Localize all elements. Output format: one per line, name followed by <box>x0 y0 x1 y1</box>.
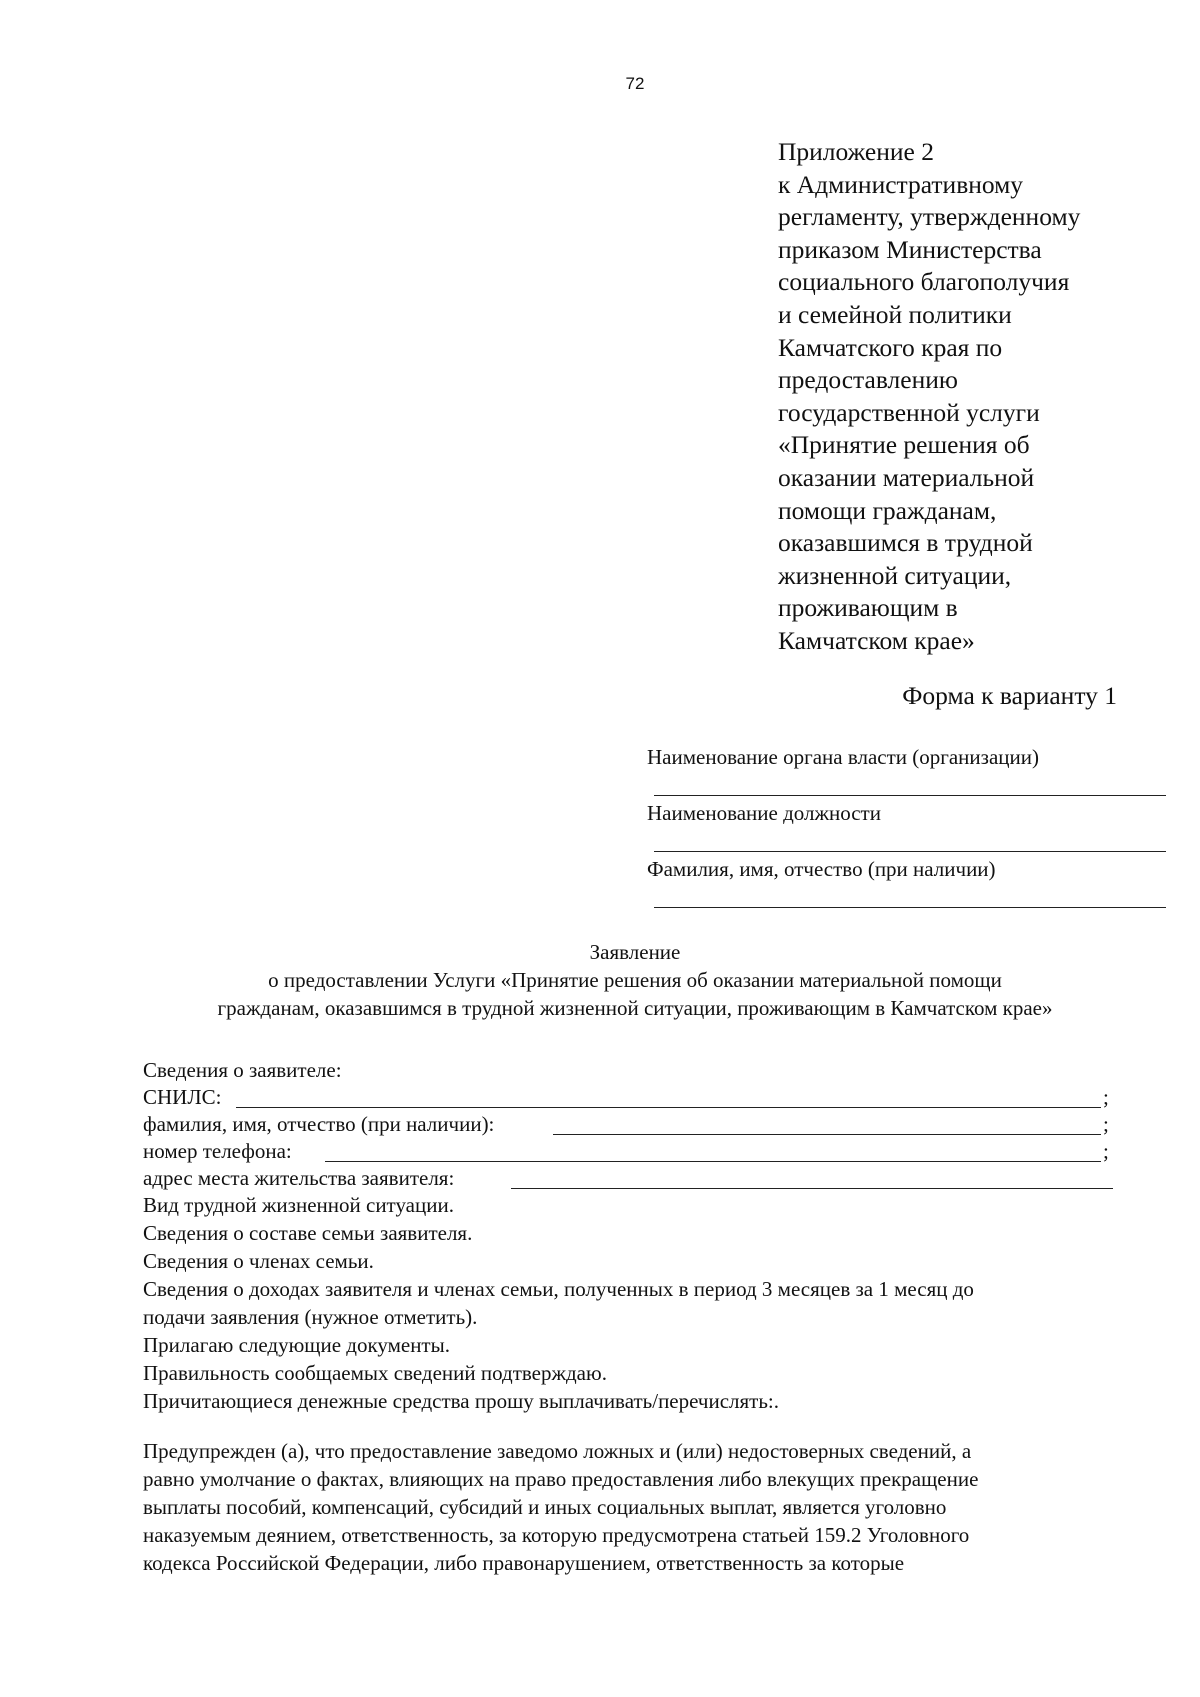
addressee-block <box>647 745 1167 915</box>
family-members-item: Сведения о членах семьи. <box>143 1249 374 1273</box>
appendix-line: и семейной политики <box>778 299 1012 329</box>
phone-terminator: ; <box>1103 1139 1109 1163</box>
liability-warning <box>143 1437 1143 1577</box>
phone-field[interactable] <box>325 1161 1101 1162</box>
authority-field[interactable] <box>654 795 1166 796</box>
warning-line: равно умолчание о фактах, влияющих на право предоставления либо влекущих прекращение <box>143 1467 979 1491</box>
appendix-line: «Принятие решения об <box>778 430 1030 460</box>
appendix-header <box>778 136 1158 658</box>
snils-row <box>143 1085 1113 1113</box>
snils-field[interactable] <box>236 1107 1101 1108</box>
snils-label: СНИЛС: <box>143 1085 222 1109</box>
documents-item: Прилагаю следующие документы. <box>143 1333 450 1357</box>
appendix-line: предоставлению <box>778 365 958 395</box>
appendix-line: к Административному <box>778 169 1024 199</box>
address-field[interactable] <box>511 1188 1113 1189</box>
authority-label: Наименование органа власти (организации) <box>647 745 1039 769</box>
phone-label: номер телефона: <box>143 1139 292 1163</box>
page-number: 72 <box>625 74 645 93</box>
warning-line: Предупрежден (а), что предоставление заведомо ложных и (или) недостоверных сведений, а <box>143 1439 972 1463</box>
appendix-line: оказавшимся в трудной <box>778 528 1033 558</box>
address-row <box>143 1166 1113 1194</box>
warning-line: кодекса Российской Федерации, либо правонарушением, ответственность за которые <box>143 1551 905 1575</box>
appendix-line: Камчатского края по <box>778 332 1003 362</box>
phone-row <box>143 1139 1113 1167</box>
situation-item: Вид трудной жизненной ситуации. <box>143 1193 454 1217</box>
title-line: гражданам, оказавшимся в трудной жизненной ситуации, проживающим в Камчатском крае» <box>217 996 1053 1020</box>
position-field[interactable] <box>654 851 1166 852</box>
form-variant-label: Форма к варианту 1 <box>902 681 1117 710</box>
income-item-line: Сведения о доходах заявителя и членах семьи, полученных в период 3 месяцев за 1 месяц до <box>143 1277 974 1301</box>
appendix-line: регламенту, утвержденному <box>778 202 1081 232</box>
application-title <box>100 938 1170 1022</box>
applicant-fio-field[interactable] <box>553 1134 1101 1135</box>
appendix-line: оказании материальной <box>778 462 1035 492</box>
appendix-line: Камчатском крае» <box>778 625 975 655</box>
payment-item: Причитающиеся денежные средства прошу выплачивать/перечислять:. <box>143 1389 780 1413</box>
appendix-line: приказом Министерства <box>778 234 1042 264</box>
snils-terminator: ; <box>1103 1085 1109 1109</box>
income-item-line: подачи заявления (нужное отметить). <box>143 1305 478 1329</box>
fio-row <box>143 1112 1113 1140</box>
title-line: о предоставлении Услуги «Принятие решения об оказании материальной помощи <box>268 968 1002 992</box>
fio-field[interactable] <box>654 907 1166 908</box>
warning-line: наказуемым деянием, ответственность, за которую предусмотрена статьей 159.2 Уголовного <box>143 1523 970 1547</box>
warning-line: выплаты пособий, компенсаций, субсидий и иных социальных выплат, является уголовно <box>143 1495 947 1519</box>
applicant-fio-label: фамилия, имя, отчество (при наличии): <box>143 1112 495 1136</box>
title-heading: Заявление <box>589 940 681 964</box>
fio-terminator: ; <box>1103 1112 1109 1136</box>
appendix-line: помощи гражданам, <box>778 495 997 525</box>
applicant-section-label: Сведения о заявителе: <box>143 1058 342 1082</box>
confirm-item: Правильность сообщаемых сведений подтверждаю. <box>143 1361 607 1385</box>
appendix-line: Приложение 2 <box>778 137 934 166</box>
appendix-line: жизненной ситуации, <box>778 560 1012 590</box>
appendix-line: социального благополучия <box>778 267 1070 297</box>
appendix-line: государственной услуги <box>778 397 1040 427</box>
address-label: адрес места жительства заявителя: <box>143 1166 455 1190</box>
position-label: Наименование должности <box>647 801 881 825</box>
appendix-line: проживающим в <box>778 593 958 623</box>
fio-label: Фамилия, имя, отчество (при наличии) <box>647 857 996 881</box>
family-composition-item: Сведения о составе семьи заявителя. <box>143 1221 473 1245</box>
